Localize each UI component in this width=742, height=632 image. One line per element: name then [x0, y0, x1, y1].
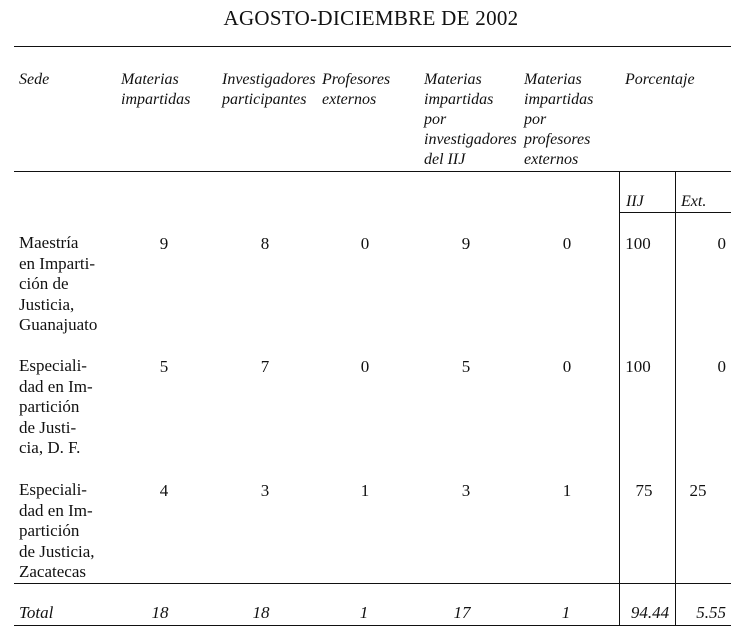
total-materias-externos: 1	[561, 603, 571, 622]
total-investigadores: 18	[252, 603, 270, 622]
header-bottom-rule	[14, 171, 731, 172]
row-investigadores: 8	[260, 234, 270, 253]
subheader-ext: Ext.	[681, 193, 707, 210]
row-materias-externos: 1	[562, 481, 572, 500]
row-iij: 100	[625, 357, 651, 376]
row-iij: 75	[635, 481, 653, 500]
total-ext: 5.55	[696, 603, 726, 622]
total-materias-investigadores: 17	[453, 603, 471, 622]
row-materias-impartidas: 5	[159, 357, 169, 376]
total-label: Total	[19, 603, 54, 622]
row-materias-investigadores: 5	[461, 357, 471, 376]
total-iij: 94.44	[630, 603, 670, 622]
row-ext: 0	[717, 234, 726, 253]
header-materias-investigadores: Materias impartidas por investigadores del IIJ	[424, 71, 517, 168]
header-materias-impartidas: Materias impartidas	[121, 71, 191, 108]
row-sede: Especiali- dad en Im- partición de Justi- cia, D. F.	[19, 356, 93, 457]
row-profesores-externos: 0	[360, 234, 370, 253]
subheader-iij: IIJ	[626, 193, 644, 210]
header-sede: Sede	[19, 71, 50, 88]
row-materias-externos: 0	[562, 357, 572, 376]
row-ext: 25	[689, 481, 707, 500]
header-materias-externos: Materias impartidas por profesores externos	[524, 71, 594, 168]
row-investigadores: 7	[260, 357, 270, 376]
total-profesores-externos: 1	[359, 603, 369, 622]
row-iij: 100	[625, 234, 651, 253]
table-bottom-rule	[14, 625, 731, 626]
row-investigadores: 3	[260, 481, 270, 500]
table-top-rule	[14, 46, 731, 47]
row-materias-investigadores: 3	[461, 481, 471, 500]
total-top-rule	[14, 583, 731, 584]
header-porcentaje: Porcentaje	[625, 71, 695, 88]
row-profesores-externos: 1	[360, 481, 370, 500]
page-title: AGOSTO-DICIEMBRE DE 2002	[223, 6, 519, 30]
row-materias-externos: 0	[562, 234, 572, 253]
header-investigadores: Investigadores participantes	[222, 71, 316, 108]
row-sede: Maestría en Imparti- ción de Justicia, Guanajuato	[19, 233, 98, 334]
total-materias-impartidas: 18	[151, 603, 169, 622]
row-sede: Especiali- dad en Im- partición de Justicia, Zacatecas	[19, 480, 95, 581]
header-profesores-externos: Profesores externos	[322, 71, 391, 108]
row-materias-impartidas: 4	[159, 481, 169, 500]
row-profesores-externos: 0	[360, 357, 370, 376]
row-materias-investigadores: 9	[461, 234, 471, 253]
row-ext: 0	[717, 357, 726, 376]
row-materias-impartidas: 9	[159, 234, 169, 253]
